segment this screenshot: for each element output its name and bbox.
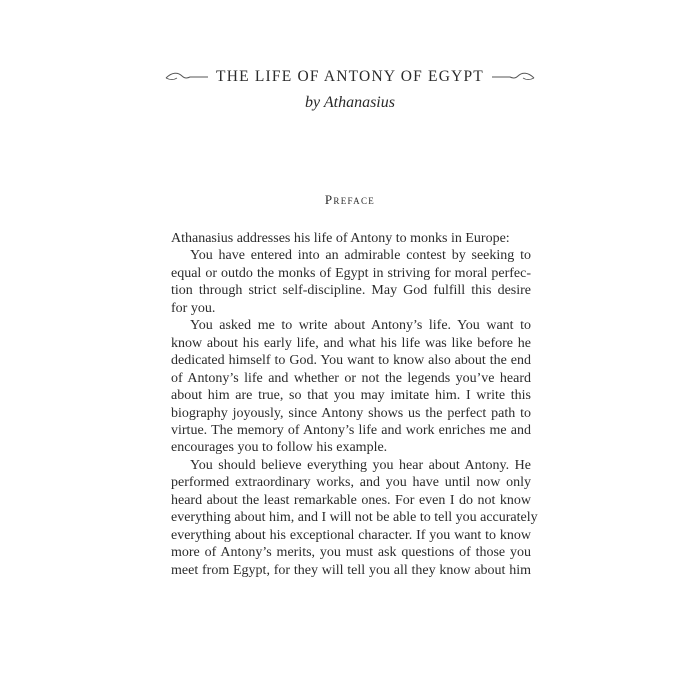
title-row: [170, 66, 530, 88]
text-line: everything about his exceptional character. If you want to know: [171, 527, 531, 543]
text-line: encourages you to follow his example.: [171, 440, 388, 456]
paragraph-intro: [171, 230, 531, 247]
right-flourish-ornament: [490, 70, 536, 84]
book-title: THE LIFE OF ANTONY OF EGYPT: [216, 68, 484, 85]
paragraph-3: [171, 457, 538, 579]
text-line: biography joyously, since Antony shows us the perfect path to: [171, 405, 531, 421]
text-line: You asked me to write about Antony’s life. You want to: [190, 318, 531, 334]
paragraph-1: [171, 247, 531, 317]
text-line: equal or outdo the monks of Egypt in striving for moral perfec-: [171, 265, 531, 281]
body-text: [171, 230, 538, 579]
text-line: heard about the least remarkable ones. For even I do not know: [171, 492, 531, 508]
text-line: about him are true, so that you may imitate him. I write this: [171, 388, 531, 404]
section-heading: Preface: [324, 192, 376, 207]
author-byline: by Athanasius: [305, 94, 395, 111]
text-line: dedicated himself to God. You want to know also about the end: [171, 353, 531, 369]
text-line: tion through strict self-discipline. May God fulfill this desire: [171, 283, 531, 299]
paragraph-2: [171, 317, 531, 457]
text-line: everything about him, and I will not be able to tell you accurately: [171, 510, 538, 526]
text-line: of Antony’s life and whether or not the legends you’ve heard: [171, 370, 531, 386]
text-line: know about his early life, and what his life was like before he: [171, 335, 531, 351]
text-line: more of Antony’s merits, you must ask questions of those you: [171, 545, 531, 561]
left-flourish-ornament: [164, 70, 210, 84]
text-line: You should believe everything you hear about Antony. He: [190, 457, 531, 473]
text-line: for you.: [171, 300, 216, 316]
text-line: performed extraordinary works, and you have until now only: [171, 475, 531, 491]
text-line: You have entered into an admirable contest by seeking to: [190, 248, 531, 264]
text-line: virtue. The memory of Antony’s life and work enriches me and: [171, 422, 531, 438]
text-line: meet from Egypt, for they will tell you all they know about him: [171, 562, 531, 578]
text-line: Athanasius addresses his life of Antony to monks in Europe:: [171, 231, 510, 246]
